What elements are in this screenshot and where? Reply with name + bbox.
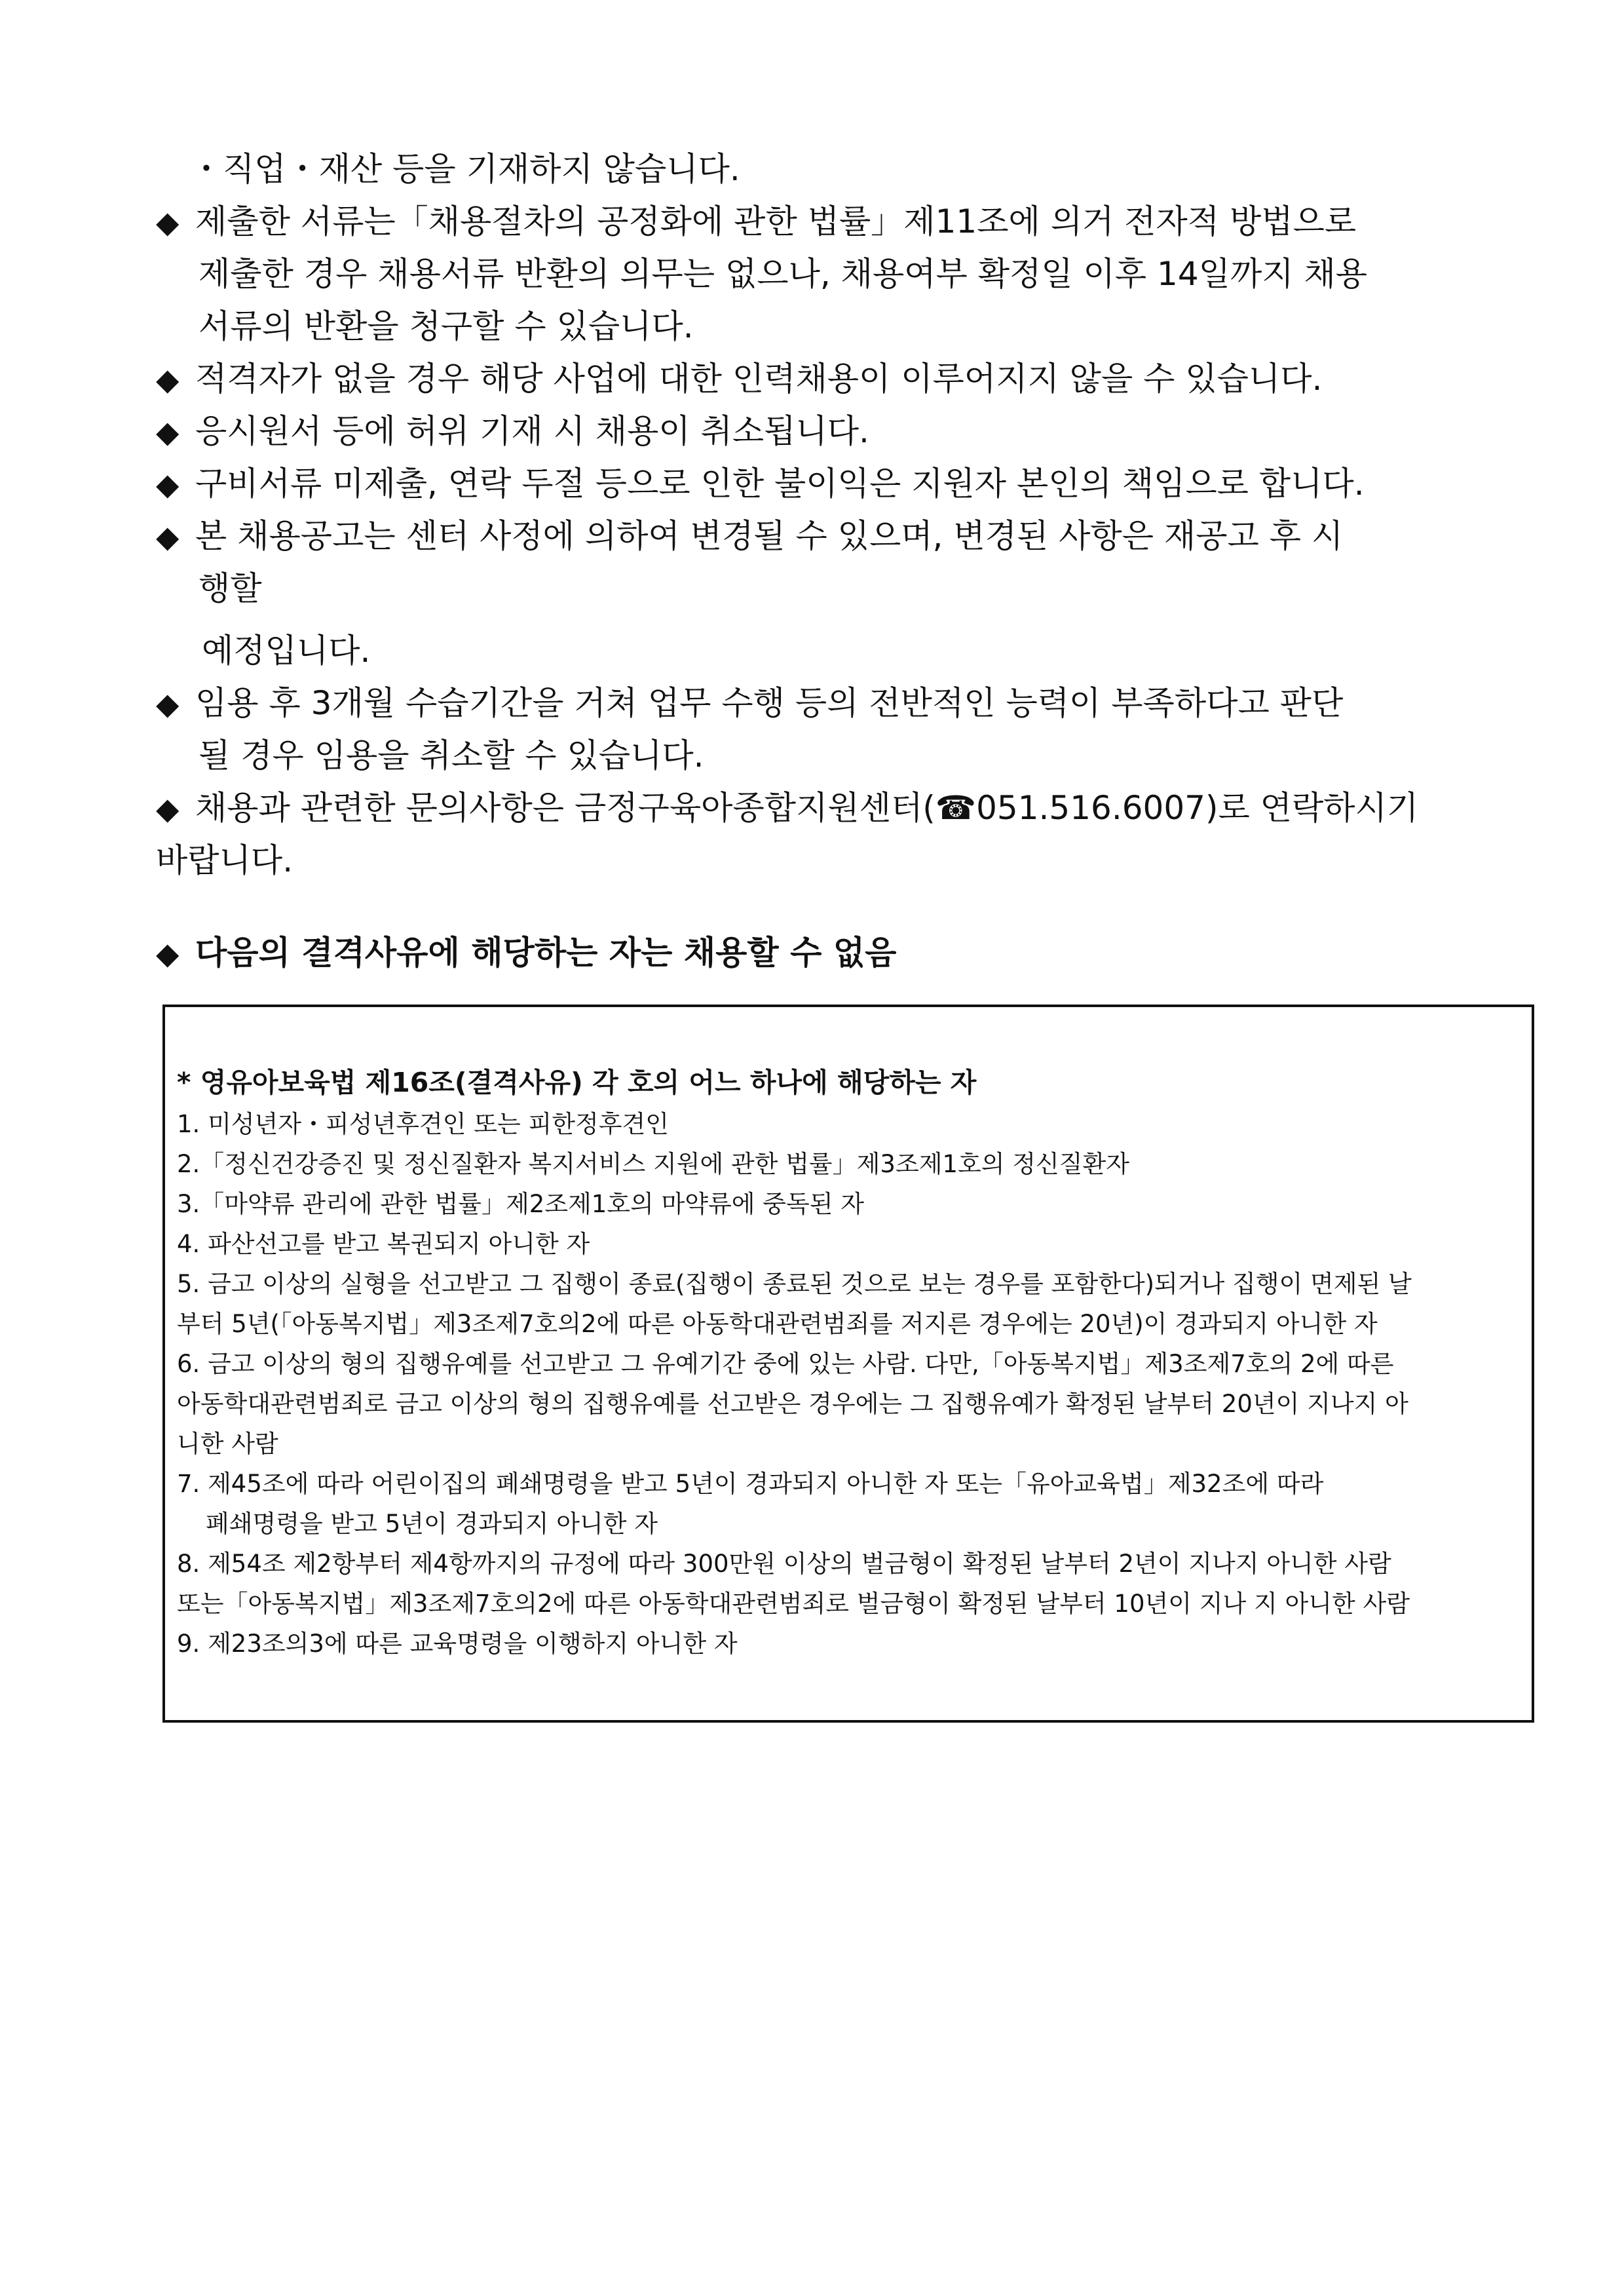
notice-posting-change-line3: 예정입니다. bbox=[202, 632, 371, 670]
disqualification-item-1: 1. 미성년자・피성년후견인 또는 피한정후견인 bbox=[177, 1110, 669, 1138]
disqualification-item-7-line2: 폐쇄명령을 받고 5년이 경과되지 아니한 자 bbox=[206, 1510, 658, 1538]
diamond-bullet-icon: ◆ bbox=[156, 791, 179, 826]
notice-submitted-documents: ◆ 제출한 서류는「채용절차의 공정화에 관한 법률」제11조에 의거 전자적 방법으로 bbox=[156, 202, 1357, 240]
notice-submitted-documents-line3: 서류의 반환을 청구할 수 있습니다. bbox=[198, 307, 694, 345]
disqualification-item-3: 3.「마약류 관리에 관한 법률」제2조제1호의 마약류에 중독된 자 bbox=[177, 1190, 865, 1218]
disqualification-item-7: 7. 제45조에 따라 어린이집의 폐쇄명령을 받고 5년이 경과되지 아니한 자 또는「유아교육법」제32조에 따라 bbox=[177, 1470, 1324, 1498]
notice-posting-change-line2: 행할 bbox=[198, 569, 262, 607]
disqualification-item-6-line2: 아동학대관련범죄로 금고 이상의 형의 집행유예를 선고받은 경우에는 그 집행유예가 확정된 날부터 20년이 지나지 아 bbox=[177, 1390, 1408, 1418]
diamond-bullet-icon: ◆ bbox=[156, 204, 179, 240]
disqualification-item-6: 6. 금고 이상의 형의 집행유예를 선고받고 그 유예기간 중에 있는 사람. 다만,「아동복지법」제3조제7호의 2에 따른 bbox=[177, 1350, 1394, 1378]
notice-posting-change: ◆ 본 채용공고는 센터 사정에 의하여 변경될 수 있으며, 변경된 사항은 재공고 후 시 bbox=[156, 517, 1344, 555]
diamond-bullet-icon: ◆ bbox=[156, 936, 179, 971]
disqualification-item-8-line2: 또는「아동복지법」제3조제7호의2에 따른 아동학대관련범죄로 벌금형이 확정된 날부터 10년이 지나 지 아니한 사람 bbox=[177, 1590, 1410, 1618]
notice-contact: ◆ 채용과 관련한 문의사항은 금정구육아종합지원센터(☎051.516.6007)로 연락하시기 bbox=[156, 789, 1419, 827]
disqualification-item-9: 9. 제23조의3에 따른 교육명령을 이행하지 아니한 자 bbox=[177, 1630, 738, 1658]
disqualification-item-4: 4. 파산선고를 받고 복권되지 아니한 자 bbox=[177, 1230, 590, 1258]
notice-applicant-responsibility: ◆ 구비서류 미제출, 연락 두절 등으로 인한 불이익은 지원자 본인의 책임으로 합니다. bbox=[156, 465, 1365, 503]
disqualification-box bbox=[162, 1004, 1534, 1723]
disqualification-item-5-line2: 부터 5년(「아동복지법」제3조제7호의2에 따른 아동학대관련범죄를 저지른 경우에는 20년)이 경과되지 아니한 자 bbox=[177, 1310, 1378, 1338]
disqualification-item-2: 2.「정신건강증진 및 정신질환자 복지서비스 지원에 관한 법률」제3조제1호의 정신질환자 bbox=[177, 1150, 1129, 1178]
notice-probation-line2: 될 경우 임용을 취소할 수 있습니다. bbox=[198, 737, 704, 775]
notice-continuation: ・직업・재산 등을 기재하지 않습니다. bbox=[190, 150, 740, 188]
disqualification-heading: ◆ 다음의 결격사유에 해당하는 자는 채용할 수 없음 bbox=[156, 934, 897, 972]
diamond-bullet-icon: ◆ bbox=[156, 414, 179, 450]
notice-false-entry: ◆ 응시원서 등에 허위 기재 시 채용이 취소됩니다. bbox=[156, 412, 869, 450]
box-title: * 영유아보육법 제16조(결격사유) 각 호의 어느 하나에 해당하는 자 bbox=[177, 1067, 977, 1098]
disqualification-item-8: 8. 제54조 제2항부터 제4항까지의 규정에 따라 300만원 이상의 벌금형이 확정된 날부터 2년이 지나지 아니한 사람 bbox=[177, 1550, 1391, 1578]
notice-contact-line2: 바랍니다. bbox=[156, 841, 293, 879]
disqualification-item-6-line3: 니한 사람 bbox=[177, 1430, 278, 1458]
notice-no-qualified: ◆ 적격자가 없을 경우 해당 사업에 대한 인력채용이 이루어지지 않을 수 있습니다. bbox=[156, 360, 1323, 398]
notice-submitted-documents-line2: 제출한 경우 채용서류 반환의 의무는 없으나, 채용여부 확정일 이후 14일까지 채용 bbox=[198, 255, 1368, 293]
notice-probation: ◆ 임용 후 3개월 수습기간을 거쳐 업무 수행 등의 전반적인 능력이 부족하다고 판단 bbox=[156, 684, 1344, 722]
disqualification-item-5: 5. 금고 이상의 실형을 선고받고 그 집행이 종료(집행이 종료된 것으로 보는 경우를 포함한다)되거나 집행이 면제된 날 bbox=[177, 1270, 1412, 1298]
diamond-bullet-icon: ◆ bbox=[156, 686, 179, 721]
diamond-bullet-icon: ◆ bbox=[156, 519, 179, 554]
diamond-bullet-icon: ◆ bbox=[156, 467, 179, 502]
diamond-bullet-icon: ◆ bbox=[156, 362, 179, 397]
